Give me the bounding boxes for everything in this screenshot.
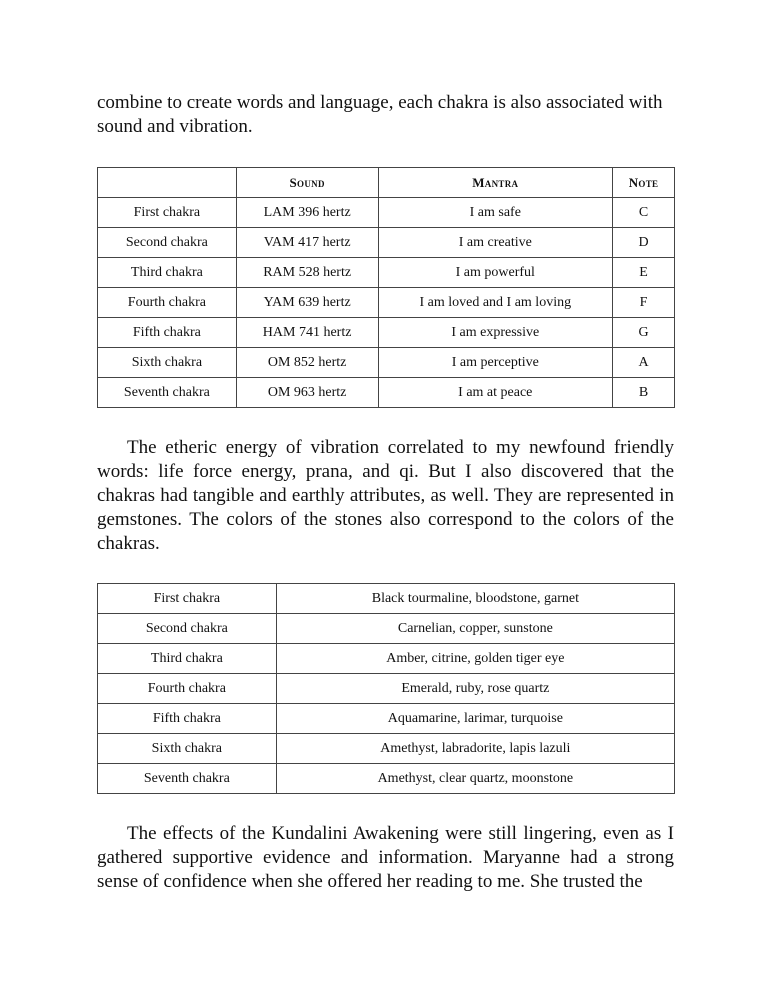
table-row: [98, 584, 675, 614]
table-row: [98, 378, 675, 408]
note-cell: G: [613, 318, 675, 348]
gemstones-cell: Amethyst, clear quartz, moonstone: [276, 764, 674, 794]
header-cell-mantra: Mantra: [378, 168, 613, 198]
chakra-sound-table: [97, 167, 675, 408]
note-cell: A: [613, 348, 675, 378]
chakra-cell: Second chakra: [98, 614, 277, 644]
chakra-cell: First chakra: [98, 198, 237, 228]
sound-cell: HAM 741 hertz: [236, 318, 378, 348]
chakra-cell: Fifth chakra: [98, 704, 277, 734]
mantra-cell: I am at peace: [378, 378, 613, 408]
sound-cell: OM 852 hertz: [236, 348, 378, 378]
paragraph-bottom: The effects of the Kundalini Awakening were still lingering, even as I gathered supportive evidence and information. Maryanne had a strong sense of confidence when she offered her reading to me. She trusted the: [97, 823, 674, 892]
sound-cell: RAM 528 hertz: [236, 258, 378, 288]
table-row: [98, 734, 675, 764]
sound-cell: YAM 639 hertz: [236, 288, 378, 318]
header-cell-empty: [98, 168, 237, 198]
chakra-cell: Fourth chakra: [98, 674, 277, 704]
table-row: [98, 674, 675, 704]
chakra-cell: Sixth chakra: [98, 348, 237, 378]
mantra-cell: I am creative: [378, 228, 613, 258]
table-row: [98, 228, 675, 258]
gemstones-cell: Amethyst, labradorite, lapis lazuli: [276, 734, 674, 764]
mantra-cell: I am powerful: [378, 258, 613, 288]
note-cell: C: [613, 198, 675, 228]
header-cell-note: Note: [613, 168, 675, 198]
table-row: [98, 704, 675, 734]
mantra-cell: I am loved and I am loving: [378, 288, 613, 318]
note-cell: D: [613, 228, 675, 258]
note-cell: B: [613, 378, 675, 408]
chakra-gemstone-table: [97, 583, 675, 794]
table-row: [98, 288, 675, 318]
gemstones-cell: Aquamarine, larimar, turquoise: [276, 704, 674, 734]
table-row: [98, 198, 675, 228]
sound-cell: LAM 396 hertz: [236, 198, 378, 228]
table-row: [98, 614, 675, 644]
table-row: [98, 258, 675, 288]
table-header-row: [98, 168, 675, 198]
note-cell: E: [613, 258, 675, 288]
mantra-cell: I am safe: [378, 198, 613, 228]
sound-cell: OM 963 hertz: [236, 378, 378, 408]
mantra-cell: I am expressive: [378, 318, 613, 348]
table-row: [98, 318, 675, 348]
note-cell: F: [613, 288, 675, 318]
chakra-cell: Seventh chakra: [98, 764, 277, 794]
paragraph-middle: The etheric energy of vibration correlated to my newfound friendly words: life force energy, prana, and qi. But I also discovered that the chakras had tangible and earthly attributes, as well. They are represented in gemstones. The colors of the stones also correspond to the colors of the chakras.: [97, 437, 674, 554]
gemstones-cell: Carnelian, copper, sunstone: [276, 614, 674, 644]
chakra-cell: Seventh chakra: [98, 378, 237, 408]
chakra-cell: First chakra: [98, 584, 277, 614]
chakra-cell: Fourth chakra: [98, 288, 237, 318]
table-row: [98, 764, 675, 794]
chakra-cell: Fifth chakra: [98, 318, 237, 348]
chakra-cell: Third chakra: [98, 258, 237, 288]
mantra-cell: I am perceptive: [378, 348, 613, 378]
sound-cell: VAM 417 hertz: [236, 228, 378, 258]
gemstones-cell: Emerald, ruby, rose quartz: [276, 674, 674, 704]
gemstones-cell: Black tourmaline, bloodstone, garnet: [276, 584, 674, 614]
table-row: [98, 644, 675, 674]
chakra-cell: Third chakra: [98, 644, 277, 674]
chakra-cell: Sixth chakra: [98, 734, 277, 764]
chakra-cell: Second chakra: [98, 228, 237, 258]
gemstones-cell: Amber, citrine, golden tiger eye: [276, 644, 674, 674]
header-cell-sound: Sound: [236, 168, 378, 198]
paragraph-top: combine to create words and language, each chakra is also associated with sound and vibration.: [97, 92, 663, 137]
table-row: [98, 348, 675, 378]
